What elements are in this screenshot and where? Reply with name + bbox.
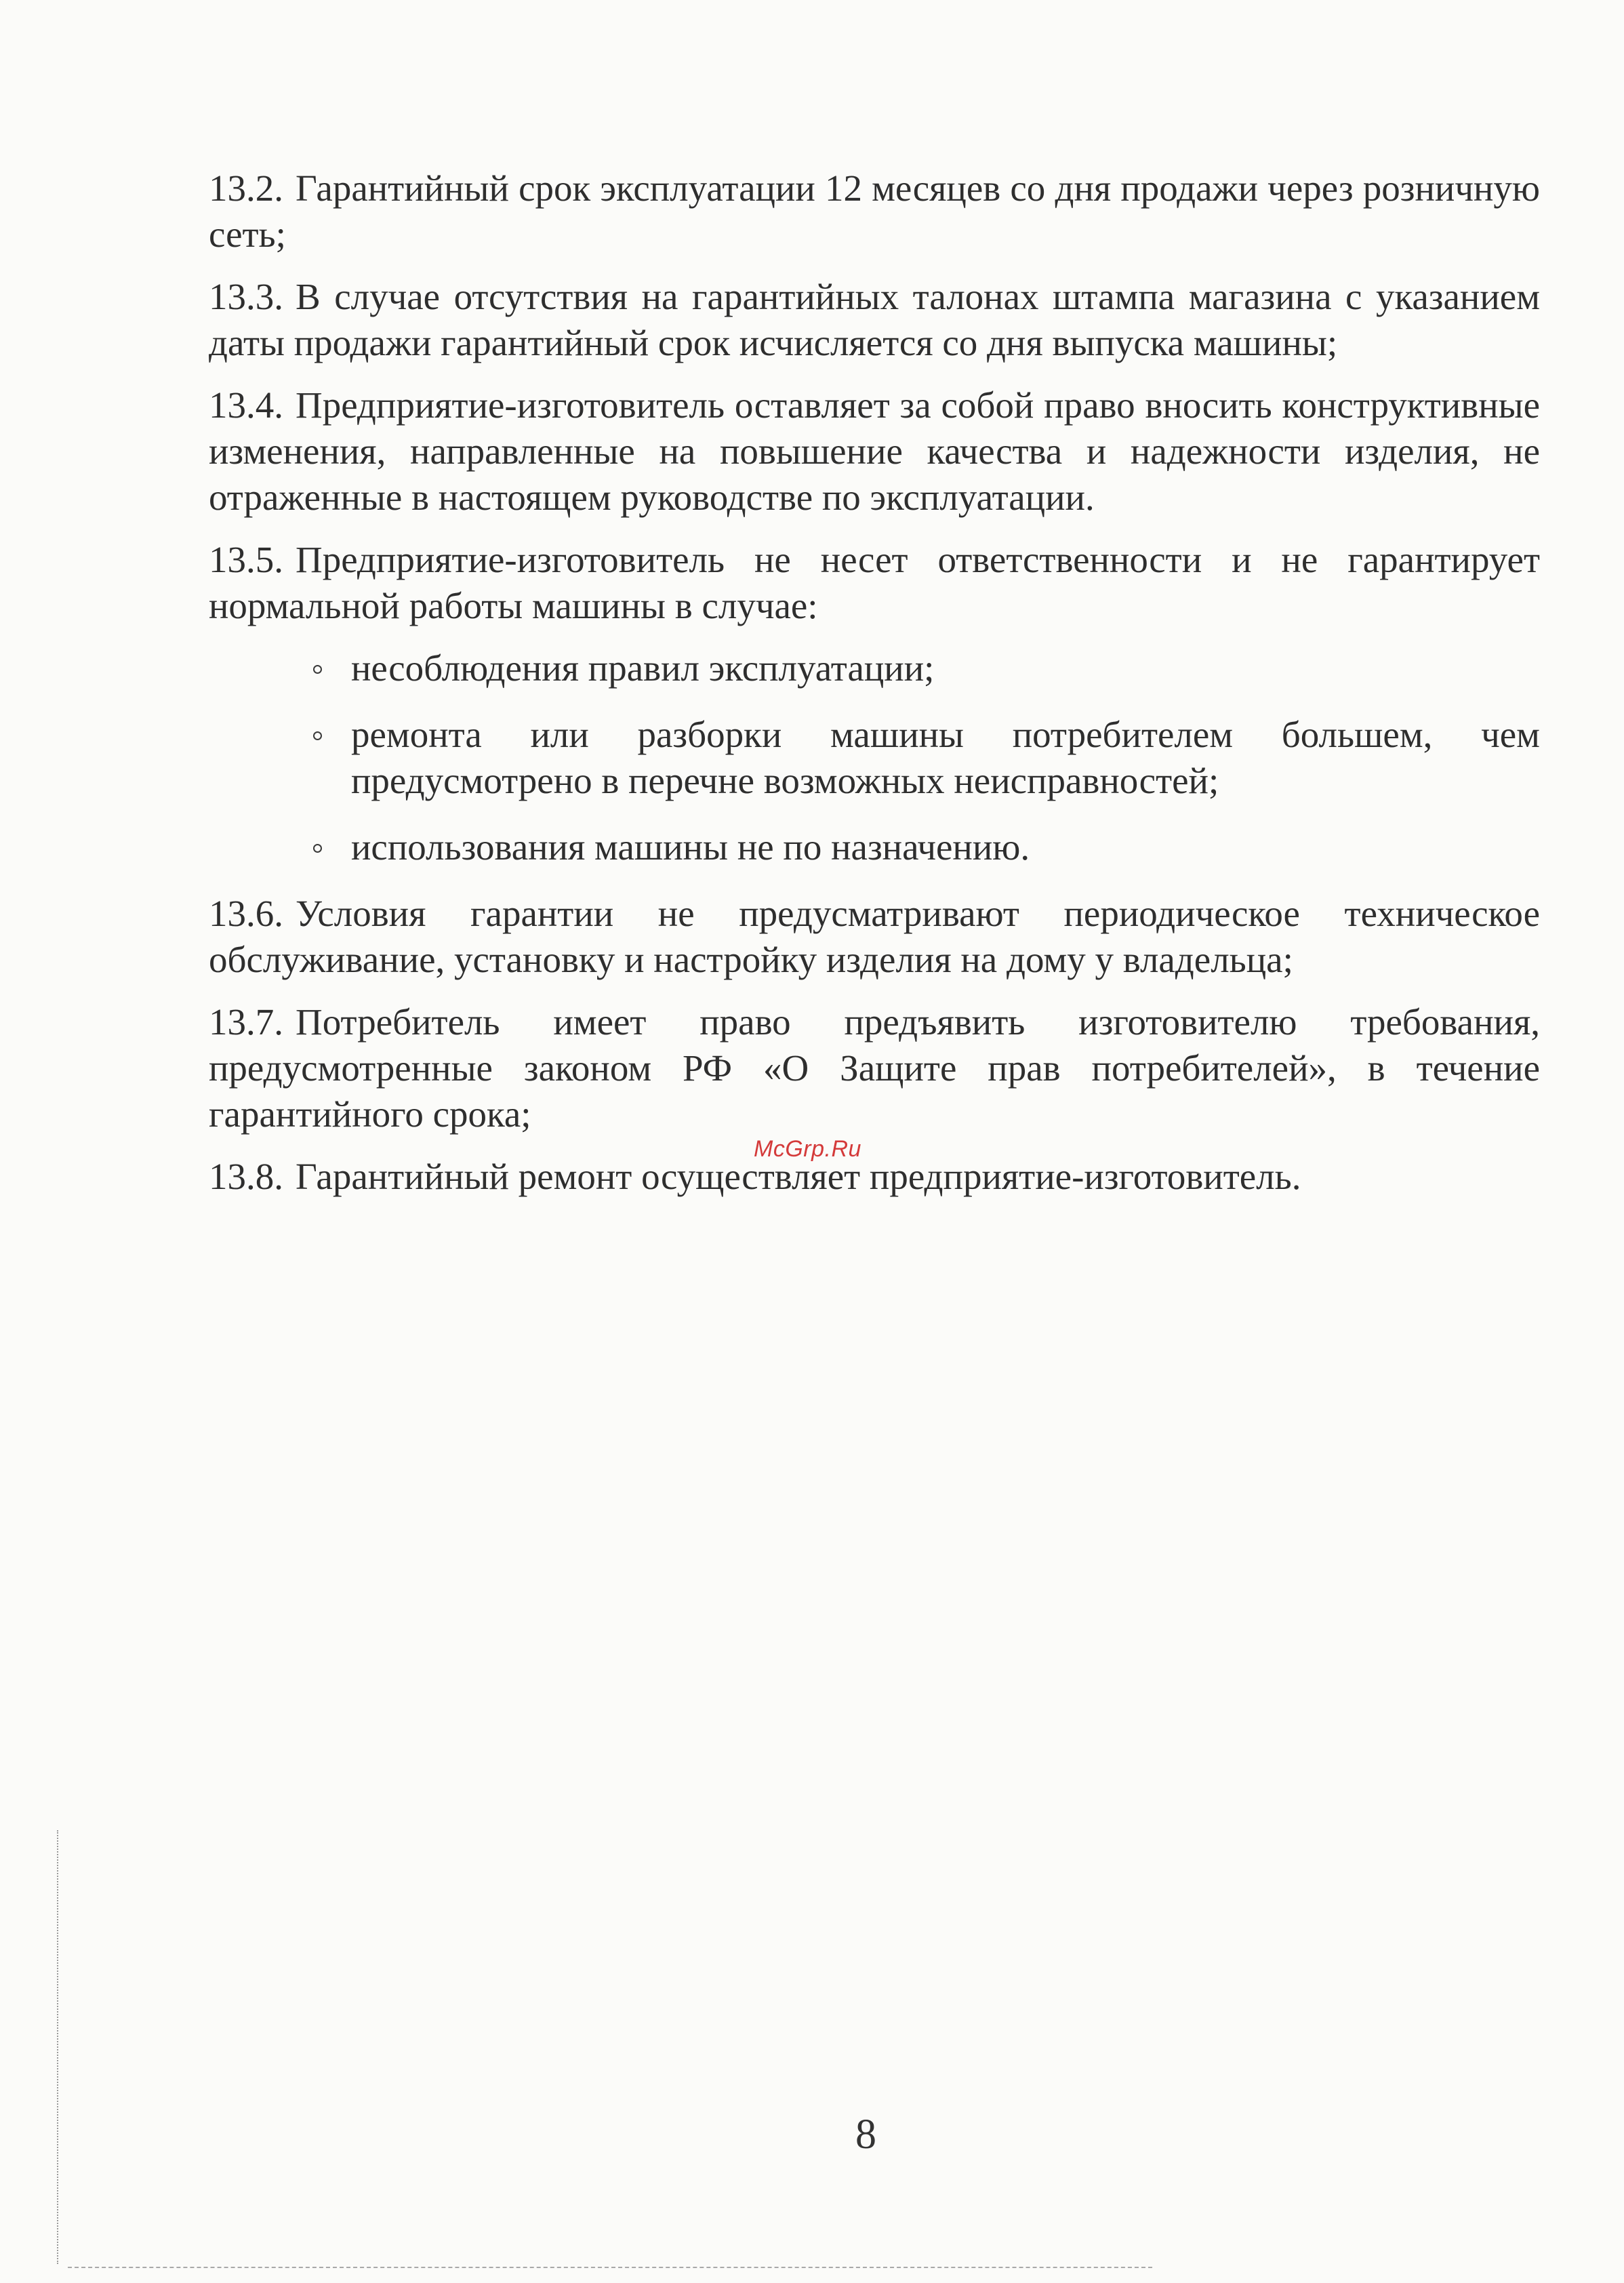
paragraph-text: Предприятие-изготовитель оставляет за собой право вносить конструктивные изменения, направленные на повышение качества и надежности изделия, не отраженные в настоящем руководстве по эксплуатации. bbox=[209, 384, 1540, 518]
list-item-text: использования машины не по назначению. bbox=[351, 826, 1030, 868]
page-number: 8 bbox=[855, 2112, 876, 2158]
paragraph-13-8 bbox=[209, 1154, 1540, 1200]
paragraph-13-3 bbox=[209, 274, 1540, 366]
paragraph-number: 13.6. bbox=[209, 893, 283, 934]
paragraph-13-2 bbox=[209, 165, 1540, 258]
paragraph-text: Предприятие-изготовитель не несет ответственности и не гарантирует нормальной работы машины в случае: bbox=[209, 539, 1540, 626]
paragraph-13-4 bbox=[209, 382, 1540, 521]
paragraph-number: 13.8. bbox=[209, 1156, 283, 1197]
paragraph-text: Потребитель имеет право предъявить изготовителю требования, предусмотренные законом РФ «О Защите прав потребителей», в течение гарантийного срока; bbox=[209, 1001, 1540, 1135]
paragraph-number: 13.3. bbox=[209, 276, 283, 317]
paragraph-text: Гарантийный ремонт осуществляет предприятие-изготовитель. bbox=[296, 1156, 1301, 1197]
watermark: McGrp.Ru bbox=[754, 1136, 861, 1162]
paragraph-text: Условия гарантии не предусматривают периодическое техническое обслуживание, установку и настройку изделия на дому у владельца; bbox=[209, 893, 1540, 980]
exclusions-list bbox=[209, 645, 1540, 870]
paragraph-13-5 bbox=[209, 537, 1540, 629]
bullet-circle-icon bbox=[313, 844, 322, 853]
bullet-circle-icon bbox=[313, 731, 322, 740]
paragraph-13-6 bbox=[209, 891, 1540, 983]
paragraph-13-7 bbox=[209, 999, 1540, 1137]
paragraph-number: 13.7. bbox=[209, 1001, 283, 1043]
paragraph-number: 13.4. bbox=[209, 384, 283, 426]
list-item bbox=[209, 645, 1540, 691]
scan-edge-artifact bbox=[68, 2267, 1152, 2268]
bullet-circle-icon bbox=[313, 665, 322, 674]
warranty-section bbox=[209, 165, 1540, 1216]
list-item bbox=[209, 824, 1540, 870]
list-item bbox=[209, 712, 1540, 804]
paragraph-number: 13.2. bbox=[209, 167, 283, 209]
list-item-text: ремонта или разборки машины потребителем большем, чем предусмотрено в перечне возможных неисправностей; bbox=[351, 714, 1540, 801]
paragraph-text: Гарантийный срок эксплуатации 12 месяцев со дня продажи через розничную сеть; bbox=[209, 167, 1540, 255]
list-item-text: несоблюдения правил эксплуатации; bbox=[351, 647, 935, 689]
scan-edge-artifact bbox=[57, 1830, 58, 2264]
paragraph-number: 13.5. bbox=[209, 539, 283, 580]
paragraph-text: В случае отсутствия на гарантийных талонах штампа магазина с указанием даты продажи гарантийный срок исчисляется со дня выпуска машины; bbox=[209, 276, 1540, 363]
